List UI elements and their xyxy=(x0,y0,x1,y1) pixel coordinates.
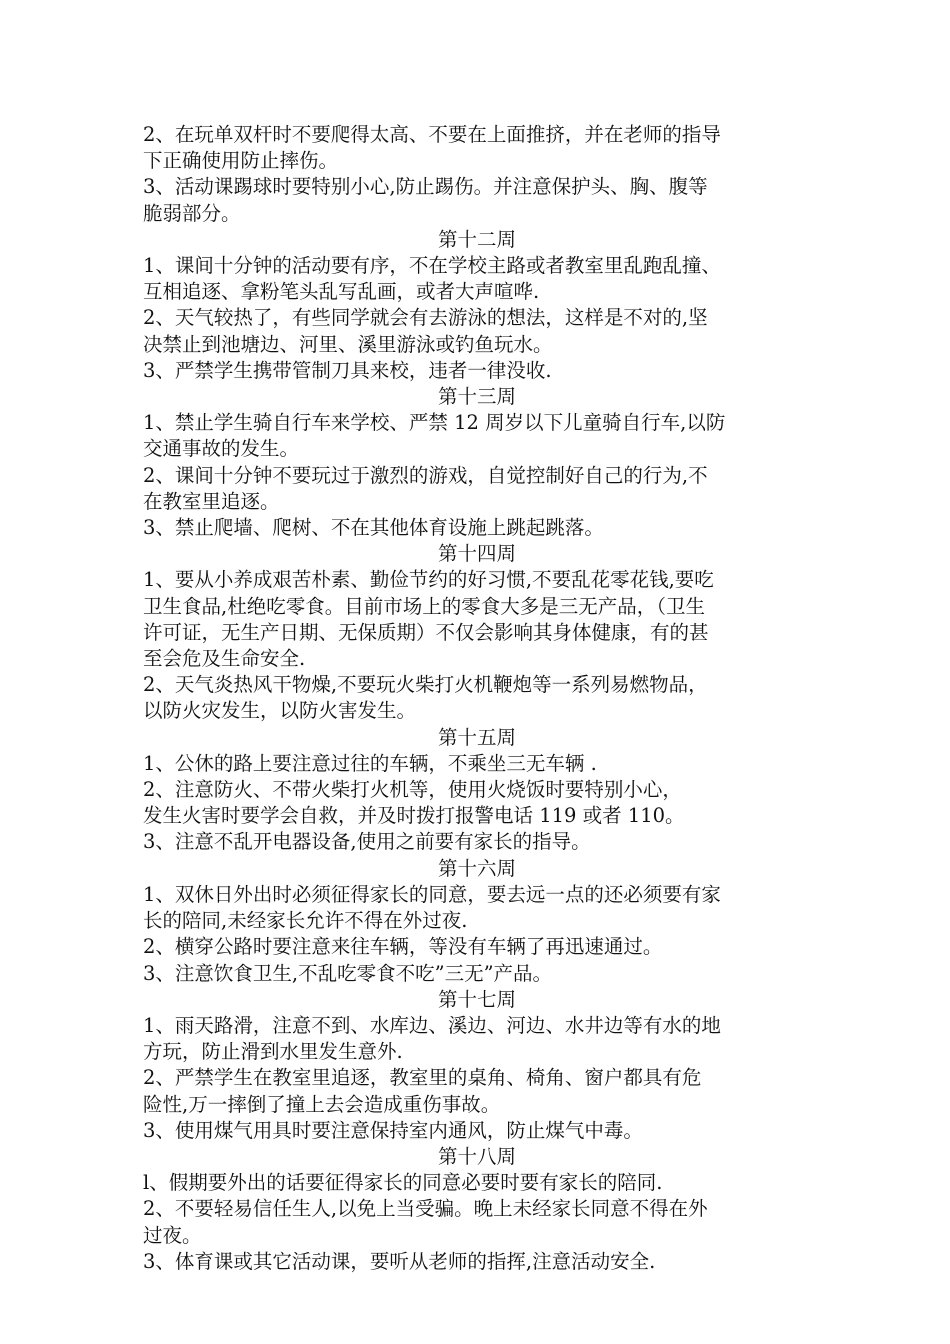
text-line: 3、使用煤气用具时要注意保持室内通风，防止煤气中毒。 xyxy=(143,1118,643,1142)
week-heading: 第十五周 xyxy=(437,725,516,749)
text-line: 2、注意防火、不带火柴打火机等，使用火烧饭时要特别小心， xyxy=(143,778,682,802)
text-line: 交通事故的发生。 xyxy=(143,437,300,461)
text-line: 卫生食品,杜绝吃零食。目前市场上的零食大多是三无产品，（卫生 xyxy=(143,594,705,618)
text-line: 3、注意不乱开电器设备,使用之前要有家长的指导。 xyxy=(143,830,591,854)
text-line: 1、双休日外出时必须征得家长的同意，要去远一点的还必须要有家 xyxy=(143,882,721,906)
text-line: 至会危及生命安全. xyxy=(143,647,306,671)
week-heading: 第十三周 xyxy=(437,385,516,409)
text-line: 长的陪同,未经家长允许不得在外过夜. xyxy=(143,909,468,933)
text-line: 在教室里追逐。 xyxy=(143,489,280,513)
text-line: 决禁止到池塘边、河里、溪里游泳或钓鱼玩水。 xyxy=(143,332,553,356)
text-line: 1、公休的路上要注意过往的车辆，不乘坐三无车辆 . xyxy=(143,751,597,775)
text-line: 2、天气较热了，有些同学就会有去游泳的想法，这样是不对的,坚 xyxy=(143,306,708,330)
text-line: 3、体育课或其它活动课，要听从老师的指挥,注意活动安全. xyxy=(143,1249,656,1273)
text-line: 3、禁止爬墙、爬树、不在其他体育设施上跳起跳落。 xyxy=(143,516,604,540)
text-line: 以防火灾发生，以防火害发生。 xyxy=(143,699,417,723)
text-line: 过夜。 xyxy=(143,1223,202,1247)
week-heading: 第十六周 xyxy=(437,856,516,880)
week-heading: 第十八周 xyxy=(437,1144,516,1168)
text-line: 险性,万一摔倒了撞上去会造成重伤事故。 xyxy=(143,1092,501,1116)
text-line: 1、要从小养成艰苦朴素、勤俭节约的好习惯,不要乱花零花钱,要吃 xyxy=(143,568,714,592)
text-line: 互相追逐、拿粉笔头乱写乱画，或者大声喧哗. xyxy=(143,280,540,304)
text-line: 1、禁止学生骑自行车来学校、严禁 12 周岁以下儿童骑自行车,以防 xyxy=(143,411,726,435)
week-heading: 第十四周 xyxy=(437,542,516,566)
text-line: 方玩，防止滑到水里发生意外. xyxy=(143,1040,403,1064)
text-line: 3、严禁学生携带管制刀具来校，违者一律没收. xyxy=(143,358,552,382)
text-line: 发生火害时要学会自救，并及时拨打报警电话 119 或者 110。 xyxy=(143,804,685,828)
text-line: 3、注意饮食卫生,不乱吃零食不吃”三无”产品。 xyxy=(143,961,553,985)
week-heading: 第十七周 xyxy=(437,987,516,1011)
text-line: 2、在玩单双杆时不要爬得太高、不要在上面推挤，并在老师的指导 xyxy=(143,123,721,146)
text-line: 2、课间十分钟不要玩过于激烈的游戏，自觉控制好自己的行为,不 xyxy=(143,463,708,487)
text-line: 1、雨天路滑，注意不到、水库边、溪边、河边、水井边等有水的地 xyxy=(143,1013,721,1037)
text-line: 2、横穿公路时要注意来往车辆，等没有车辆了再迅速通过。 xyxy=(143,935,663,959)
text-line: 脆弱部分。 xyxy=(143,201,241,225)
text-line: 1、课间十分钟的活动要有序，不在学校主路或者教室里乱跑乱撞、 xyxy=(143,254,721,278)
text-line: 2、严禁学生在教室里追逐，教室里的桌角、椅角、窗户都具有危 xyxy=(143,1066,702,1090)
text-line: l、假期要外出的话要征得家长的同意必要时要有家长的陪同. xyxy=(143,1171,663,1195)
text-line: 3、活动课踢球时要特别小心,防止踢伤。并注意保护头、胸、腹等 xyxy=(143,175,708,199)
week-heading: 第十二周 xyxy=(437,227,516,251)
text-line: 2、天气炎热风干物燥,不要玩火柴打火机鞭炮等一系列易燃物品， xyxy=(143,673,708,697)
document-page xyxy=(143,122,811,1275)
text-line: 下正确使用防止摔伤。 xyxy=(143,149,339,173)
text-line: 许可证，无生产日期、无保质期）不仅会影响其身体健康，有的甚 xyxy=(143,620,709,644)
text-line: 2、不要轻易信任生人,以免上当受骗。晚上未经家长同意不得在外 xyxy=(143,1197,708,1221)
